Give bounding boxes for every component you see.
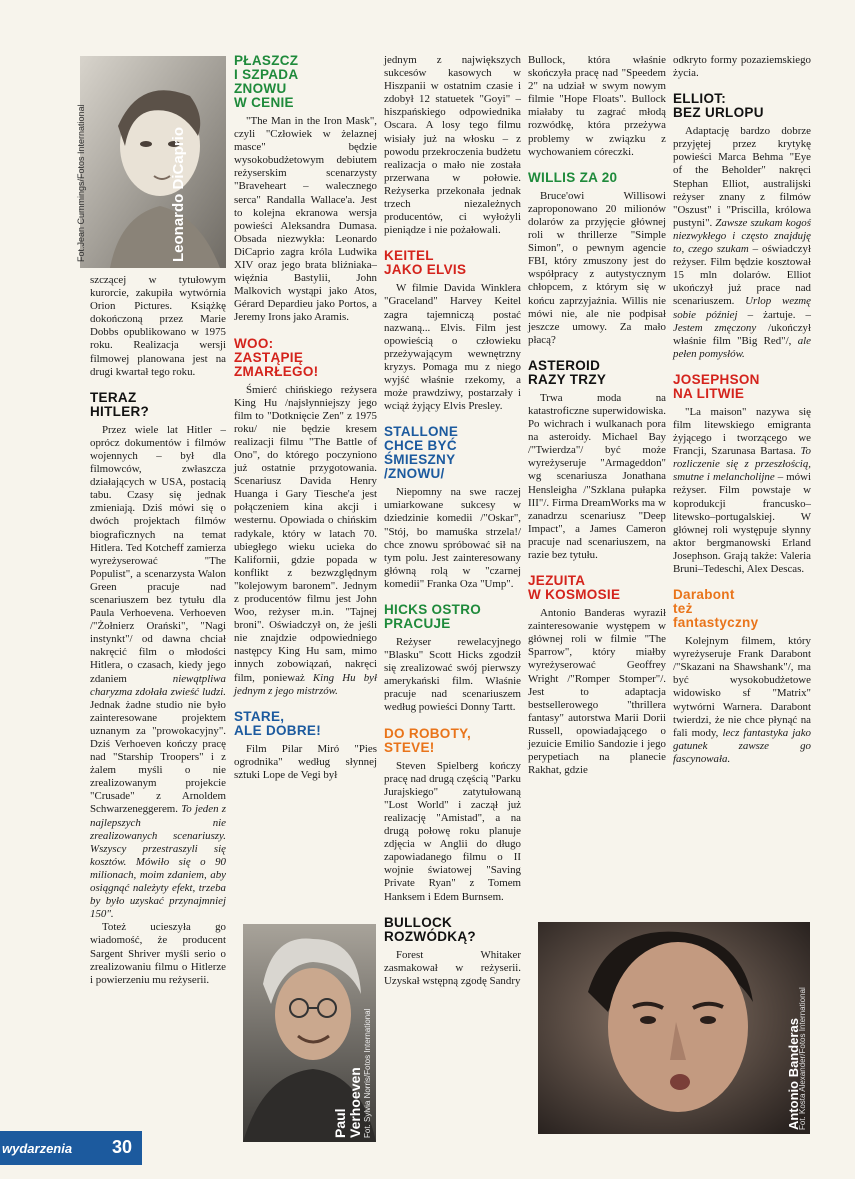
darabont-body: Kolejnym filmem, który wyreżyseruje Frank Darabont /"Skazani na Shawshank"/, ma być wysokobudżetowe widowisko sf "Matrix" wytwórni Warnera. Darabont twierdzi, że nie chce płynąć na fali mody, lecz fantastyka jako gatunek zawsze go fascynowała. — [673, 635, 811, 765]
photo-name-verhoeven: Paul Verhoeven — [332, 1067, 363, 1138]
photo-credit-banderas: Fot. Kosta Alexander/Fotos International — [798, 987, 807, 1130]
asteroid-body: Trwa moda na katastroficzne superwidowiska. Po wichrach i wulkanach pora na asteroidy. Michael Bay /"Twierdza"/ być może wyreżyseruje "Armageddon" wg scenariusza Jonathana Hensleigha /"Szklana pułapka III"/. Firma DreamWorks ma w zanadrzu scenariusz "Deep Impact", a James Cameron pracuje nad scenariuszem, na razie bez tytułu. — [528, 391, 666, 561]
headline-do-roboty-steve: DO ROBOTY, STEVE! — [384, 725, 472, 755]
headline-teraz-hitler: TERAZ HITLER? — [90, 389, 150, 419]
photo-credit-dicaprio: Fot.Jean Cummings/Fotos International — [76, 104, 86, 262]
photo-credit-verhoeven: Fot. Sylvia Norris/Fotos International — [363, 1008, 372, 1138]
jezuita-continued-text: odkryto formy pozaziemskiego życia. — [673, 54, 811, 80]
portrait-dicaprio-image — [80, 56, 226, 268]
headline-stallone: STALLONE CHCE BYĆ ŚMIESZNY /ZNOWU/ — [384, 424, 459, 482]
headline-jezuita-w-kosmosie: JEZUITA W KOSMOSIE — [528, 573, 621, 603]
column-3 — [384, 54, 521, 988]
stare-body: Film Pilar Miró "Pies ogrodnika" według słynnej sztuki Lope de Vegi był — [234, 742, 377, 781]
photo-banderas — [538, 922, 810, 1134]
hitler-body-2: Toteż ucieszyła go wiadomość, że producent Sargent Shriver myśli serio o zrealizowaniu filmu o Hitlerze i powierzeniu mu reżyserii. — [90, 921, 226, 986]
hicks-body: Reżyser rewelacyjnego "Blasku" Scott Hicks zgodził się zrealizować swój pierwszy amerykański film. Właśnie pracuje nad scenariuszem według powieści Donny Tartt. — [384, 636, 521, 714]
column-5 — [673, 54, 811, 766]
bullock-continued-text: Bullock, która właśnie skończyła pracę nad "Speedem 2" na udział w swym nowym filmie "Hope Floats". Bullock miałaby tu zagrać młodą rozwódkę, która przeżywa problemy w związku z wychowaniem córeczki. — [528, 54, 666, 158]
headline-josephson-na-litwie: JOSEPHSON NA LITWIE — [673, 371, 760, 401]
josephson-body: "La maison" nazywa się film litewskiego emigranta żyjącego i tworzącego we Francji, Szarunasa Bartasa. To rozliczenie się z przeszłością, smutne i melancholijne – mówi reżyser. Film powstaje w koprodukcji francusko–litewsko–portugalskiej. W głównej roli występuje słynny aktor bergmanowski Erland Josephson. Grają także: Valeria Bruni–Tedeschi, Alex Descas. — [673, 405, 811, 575]
jezuita-body: Antonio Banderas wyraził zainteresowanie występem w głównej roli w filmie "The Sparrow", który miałby wyreżyserować Geoffrey Wright /"Romper Stomper"/. Jest to adaptacja bestsellerowego "thrillera fantasy" autorstwa Marii Dorii Russell, opowiadającego o jezuicie Emilio Sandozie i jego perypetiach na planecie Rakhat, gdzie — [528, 607, 666, 777]
headline-willis-za-20: WILLIS ZA 20 — [528, 169, 618, 185]
stare-continued-text: jednym z największych sukcesów kasowych w Hiszpanii w ostatnim czasie i zdobył 12 statuetek "Goyi" – hiszpańskiego odpowiednika Oscara. A losy tego filmu wisiały już na włosku – z powodu przekroczenia budżetu realizacja o mało nie została przerwana w połowie. Reżyserka przekonała jednak trzech niezależnych producentów, ci wyłożyli pieniądze i nie pożałowali. — [384, 54, 521, 237]
headline-darabont-tez-fantastyczny: Darabont też fantastyczny — [673, 587, 759, 631]
headline-hicks-ostro-pracuje: HICKS OSTRO PRACUJE — [384, 602, 482, 631]
footer-page-number: 30 — [112, 1137, 133, 1157]
photo-name-banderas: Antonio Banderas — [786, 1018, 801, 1130]
willis-body: Bruce'owi Willisowi zaproponowano 20 milionów dolarów za przyjęcie głównej roli w thrillerze "Simple Simon", o pewnym agencie FBI, który zmuszony jest do współpracy z autystycznym chłopcem, z którym się w końcu zaprzyjaźnia. Willis nie mówi nie, ale nie podpisał jeszcze umowy. Za mało płacą? — [528, 189, 666, 346]
photo-dicaprio — [76, 56, 226, 268]
headline-keitel-jako-elvis: KEITEL JAKO ELVIS — [384, 248, 467, 278]
headline-woo: WOO: ZASTĄPIĘ ZMARŁEGO! — [234, 335, 319, 379]
photo-verhoeven — [243, 924, 376, 1142]
elliot-body: Adaptację bardzo dobrze przyjętej przez krytykę powieści Marca Behma "Eye of the Beholder" nakręci Stephan Elliot, australijski reżyser znany z filmów "Oszust" i "Priscilla, królowa pustyni". Zawsze szukam kogoś niezwykłego i często znajduję to, czego szukam – oświadczył reżyser. Film będzie kosztował 15 mln dolarów. Elliot ukończył już prace nad scenariuszem. Urlop wezmę sobie później – żartuje. – Jestem zmęczony /ukończył właśnie film "Big Red"/, ale pełen pomysłów. — [673, 125, 812, 360]
photo-name-dicaprio: Leonardo DiCaprio — [170, 126, 187, 262]
column-4 — [528, 54, 666, 777]
keitel-body: W filmie Davida Winklera "Graceland" Harvey Keitel zagra tajemniczą postać nazwaną... Elvis. Film jest opowieścią o człowieku przeżywającym wewnętrzny kryzys. Pomaga mu z niego wyjść właśnie rzekomy, a może prawdziwy, postarzały i wciąż żyjący Elvis Presley. — [384, 282, 521, 413]
headline-plaszcz-i-szpada: PŁASZCZ I SZPADA ZNOWU W CENIE — [234, 53, 299, 110]
plaszcz-body: "The Man in the Iron Mask", czyli "Człowiek w żelaznej masce" będzie wysokobudżetowym debiutem reżyserskim scenarzysty "Braveheart – walecznego serca" Randalla Wallace'a. Jest to kolejna ekranowa wersja powieści Aleksandra Dumasa. Obsada niezwykła: Leonardo DiCaprio zagra króla Ludwika XIV oraz jego brata bliźniaka–więźnia Bastylii, John Malkovich wystąpi jako Atos, Gérard Depardieu jako Portos, a Jeremy Irons jako Aramis. — [234, 115, 377, 324]
headline-bullock-rozwodka: BULLOCK ROZWÓDKĄ? — [384, 914, 476, 944]
footer-section-label: wydarzenia — [2, 1141, 73, 1156]
headline-stare-ale-dobre: STARE, ALE DOBRE! — [234, 708, 321, 738]
roboty-body: Steven Spielberg kończy pracę nad drugą częścią "Parku Jurajskiego" zatytułowaną "Lost World" i zaczął już realizację "Amistad", a na drugą połowę roku planuje zdjęcia w Anglii do długo zapowiadanego filmu o II wojnie światowej "Saving Private Ryan" z Tomem Hanksem i Edem Burnsem. — [384, 759, 521, 903]
woo-body: Śmierć chińskiego reżysera King Hu /najsłynniejszy jego film to "Dotknięcie Zen" z 1975 roku/ nie będzie kresem realizacji filmu "The Battle of Ono", do którego poczyniono już ostatnie przygotowania. Scenariusz Davida Henry Huanga i Gary Tiesche'a jest połączeniem kina akcji i westernu. Opowiada o chińskim radykale, który w latach 70. ubiegłego wieku ucieka do Kalifornii, gdzie popada w konflikt z bezwzględnym "kolejowym baronem". Jednym z producentów filmu jest John Woo, reżyser m.in. "Tajnej broni". Oświadczył on, że jeśli nie znajdzie odpowiedniego następcy King Hu sam, mimo innych zobowiązań, nakręci film, ponieważ King Hu był jednym z jego mistrzów. — [234, 383, 377, 697]
column-1 — [90, 274, 226, 987]
headline-asteroid-razy-trzy: ASTEROID RAZY TRZY — [528, 357, 607, 387]
headline-elliot-bez-urlopu: ELLIOT: BEZ URLOPU — [673, 91, 764, 121]
hitler-body: Przez wiele lat Hitler – oprócz dokumentów i filmów wojennych – był dla filmowców, zwłaszcza działających w USA, postacią tabu. Czasy się jednak zmieniają. Dziś mówi się o dwóch projektach filmów biograficznych na temat Hitlera. Ted Kotcheff zamierza wyreżyserować "The Populist", a scenarzysta Walon Green pracuje nad scenariuszem bez tytułu dla Paula Verhoevena. Verhoeven /"Żołnierz Orański", "Nagi instynkt"/ od dawna chciał nakręcić film o młodości Hitlera, o czasach, kiedy jego zdaniem niewątpliwa charyzma zdołała zwieść ludzi. Jednak żadne studio nie było zainteresowane projektem uznanym za "prowokacyjny". Dziś Verhoeven kończy pracę nad "Starship Troopers" i z żalem myśli o nie zrealizowanym projekcie "Crusade" z Arnoldem Schwarzeneggerem. To jeden z najlepszych nie zrealizowanych scenariuszy. Wszyscy przestraszyli się kosztów. Mówiło się o 90 milionach, moim zdaniem, aby osiągnąć należyty efekt, trzeba by było uzyskać przynajmniej 150". — [90, 423, 226, 921]
column-2 — [234, 54, 377, 782]
portrait-banderas-image — [538, 922, 810, 1134]
hitler-continued-text: szczącej w tytułowym kurorcie, zakupiła wytwórnia Orion Pictures. Książkę dokończoną przez Marie Dobbs opublikowano w 1975 roku. Realizacja wersji filmowej planowana jest na drugi kwartał tego roku. — [90, 274, 226, 378]
bullock-body: Forest Whitaker zasmakował w reżyserii. Uzyskał wstępną zgodę Sandry — [384, 948, 521, 987]
stallone-body: Niepomny na swe raczej umiarkowane sukcesy w dziedzinie komedii /"Oskar", "Stój, bo mamuśka strzela!/ chce znowu spróbować sił na tym polu. Jest zainteresowany główną rolą w "czarnej komedii" Franka Oza "Ump". — [384, 486, 521, 590]
